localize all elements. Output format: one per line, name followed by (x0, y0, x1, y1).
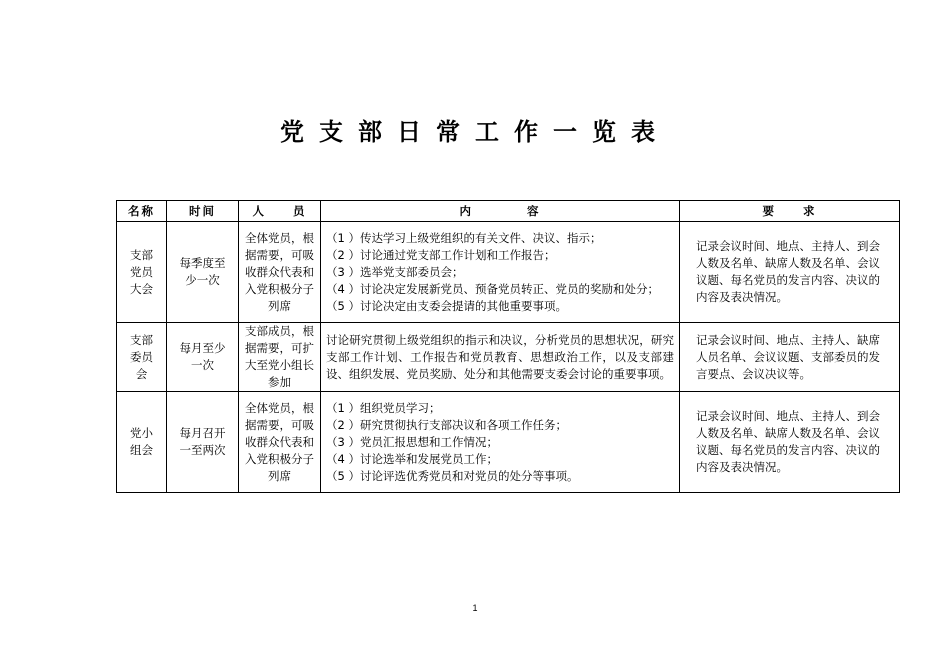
cell-content (321, 323, 680, 392)
content-item: （2 ）研究贯彻执行支部决议和各项工作任务； (326, 417, 567, 432)
header-content: 内 容 (321, 201, 680, 222)
table-header-row (117, 201, 900, 222)
content-item: （3 ）选举党支部委员会； (326, 264, 464, 279)
content-item: （1 ）传达学习上级党组织的有关文件、决议、指示； (326, 230, 602, 245)
cell-requirement: 记录会议时间、地点、主持人、到会人数及名单、缺席人数及名单、会议议题、每名党员的发言内容、决议的内容及表决情况。 (680, 392, 900, 493)
cell-people: 支部成员，根据需要，可扩大至党小组长参加 (239, 323, 321, 392)
content-item: 讨论研究贯彻上级党组织的指示和决议，分析党员的思想状况，研究支部工作计划、工作报告和党员教育、思想政治工作，以及支部建设、组织发展、党员奖励、处分和其他需要支委会讨论的重要事项。 (326, 332, 674, 381)
cell-name: 支部党员大会 (117, 222, 167, 323)
content-item: （5 ）讨论决定由支委会提请的其他重要事项。 (326, 298, 567, 313)
content-item: （4 ）讨论选举和发展党员工作； (326, 451, 498, 466)
header-time: 时间 (167, 201, 239, 222)
header-name: 名称 (117, 201, 167, 222)
content-item: （1 ）组织党员学习； (326, 400, 441, 415)
cell-content (321, 222, 680, 323)
content-item: （3 ）党员汇报思想和工作情况； (326, 434, 498, 449)
header-people: 人 员 (239, 201, 321, 222)
cell-time: 每季度至少一次 (167, 222, 239, 323)
cell-people: 全体党员，根据需要，可吸收群众代表和入党积极分子列席 (239, 222, 321, 323)
page-number: 1 (472, 603, 478, 613)
work-table (116, 200, 900, 493)
cell-content (321, 392, 680, 493)
cell-time: 每月召开一至两次 (167, 392, 239, 493)
table-row (117, 222, 900, 323)
content-item: （5 ）讨论评选优秀党员和对党员的处分等事项。 (326, 468, 579, 483)
page-title: 党支部日常工作一览表 (280, 118, 670, 146)
cell-name: 支部委员会 (117, 323, 167, 392)
cell-requirement: 记录会议时间、地点、主持人、缺席人员名单、会议议题、支部委员的发言要点、会议决议等。 (680, 323, 900, 392)
table-row (117, 323, 900, 392)
table-row (117, 392, 900, 493)
content-item: （2 ）讨论通过党支部工作计划和工作报告； (326, 247, 556, 262)
cell-time: 每月至少一次 (167, 323, 239, 392)
cell-name: 党小组会 (117, 392, 167, 493)
header-requirement: 要 求 (680, 201, 900, 222)
cell-requirement: 记录会议时间、地点、主持人、到会人数及名单、缺席人数及名单、会议议题、每名党员的发言内容、决议的内容及表决情况。 (680, 222, 900, 323)
cell-people: 全体党员，根据需要，可吸收群众代表和入党积极分子列席 (239, 392, 321, 493)
content-item: （4 ）讨论决定发展新党员、预备党员转正、党员的奖励和处分； (326, 281, 659, 296)
